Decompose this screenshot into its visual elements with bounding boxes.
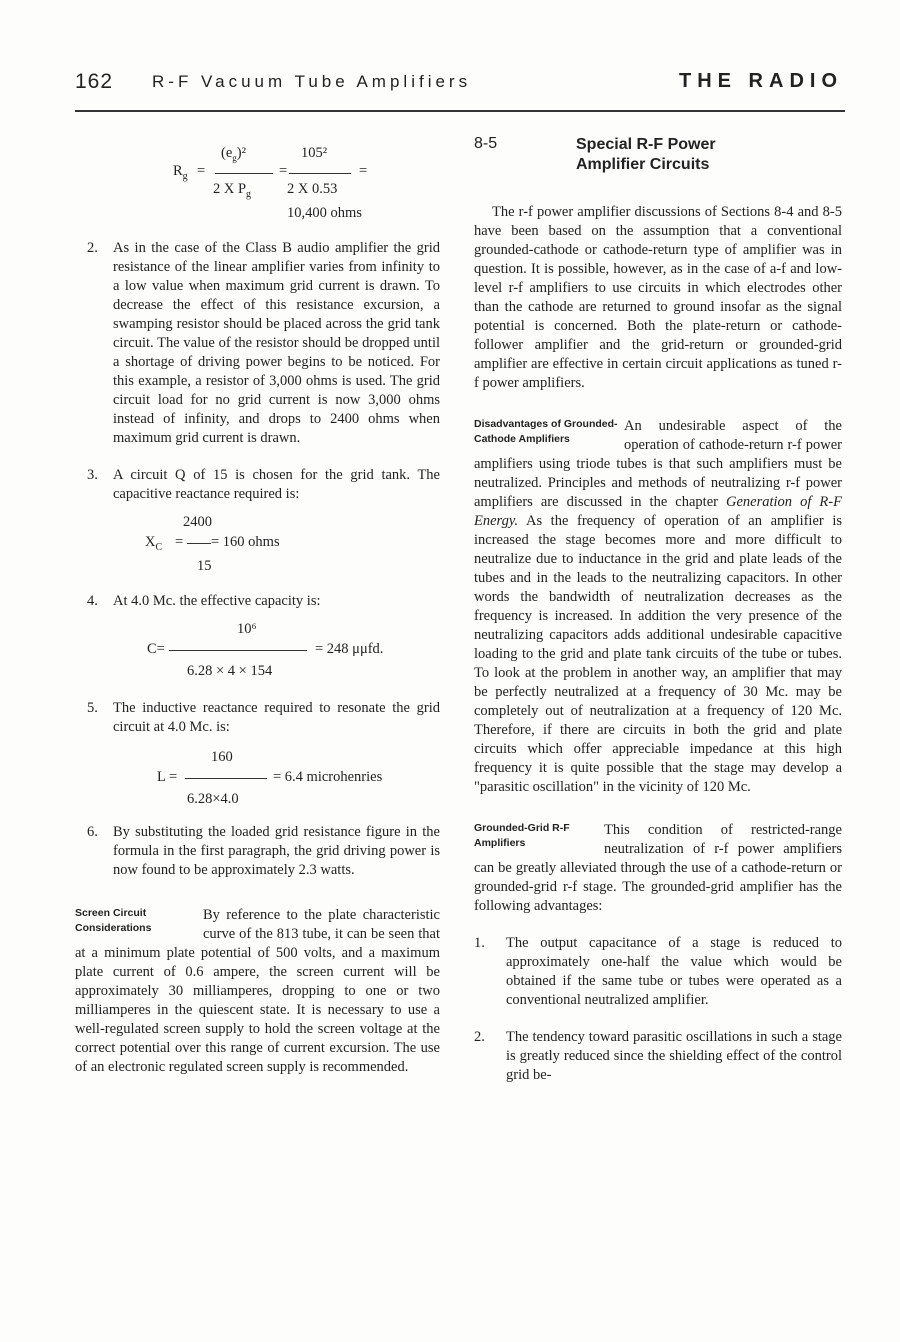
- list-item: [75, 239, 440, 448]
- formula-lhs: $R_g$: [173, 163, 188, 182]
- formula-result: 10,400 ohms: [287, 205, 362, 221]
- item-number: 6.: [87, 824, 98, 840]
- formula-result: = 6.4 microhenries: [273, 769, 383, 785]
- equals-sign: =: [175, 534, 184, 550]
- fraction-bar: [215, 173, 273, 174]
- list-item: [474, 934, 842, 1010]
- item-text: As in the case of the Class B audio amplifier the grid resistance of the linear amplifier varies from infinity to a low value when maximum grid current is drawn. To decrease the effect of this resistance excursion, a swamping resistor should be placed across the grid tank circuit. The value of the resistor should be dropped until a shortage of driving power begins to be noticed. For this example, a resistor of 3,000 ohms is used. The grid circuit load for no grid current is now 3,000 ohms instead of infinity, and drops to 2400 ohms when maximum grid current is drawn.: [113, 240, 440, 446]
- list-item: [474, 1028, 842, 1085]
- formula-denominator: 2 X 0.53: [287, 181, 338, 197]
- formula-numerator: 10⁶: [237, 621, 257, 637]
- section-title: Special R-F Power Amplifier Circuits: [576, 136, 716, 173]
- grounded-grid-section: [474, 821, 842, 916]
- list-item: [75, 699, 440, 737]
- formula-numerator: 2400: [183, 514, 212, 530]
- item-number: 4.: [87, 593, 98, 609]
- grid-resistance-formula: [75, 135, 440, 221]
- list-item: [75, 592, 440, 611]
- formula-numerator: $(e_g)^2$: [221, 145, 246, 163]
- fraction-bar: [289, 173, 351, 174]
- left-column: [75, 135, 440, 1077]
- screen-circuit-section: [75, 906, 440, 1077]
- item-number: 5.: [87, 700, 98, 716]
- formula-lhs: C=: [147, 641, 165, 657]
- side-heading: Grounded-Grid R-F Amplifiers: [474, 822, 570, 849]
- formula-lhs: L =: [157, 769, 178, 785]
- paragraph: The r-f power amplifier discussions of Sections 8-4 and 8-5 have been based on the assumption that a conventional grounded-cathode or cathode-return type of amplifier was in question. It is possible, however, as in the case of a-f and low-level r-f amplifiers to use circuits in which electrodes other than the cathode are returned to ground insofar as the signal potential is concerned. Both the plate-return or cathode-follower amplifier and the grid-return or grounded-grid amplifier are effective in certain circuit applications as tuned r-f power amplifiers.: [474, 204, 842, 391]
- formula-denominator: 2 X $P_g$: [213, 181, 252, 200]
- fraction-bar: [169, 650, 307, 651]
- paragraph: This condition of restricted-range neutralization of r-f power amplifiers can be greatly alleviated through the use of a cathode-return or grounded-grid r-f stage. The grounded-grid amplifier has the following advantages:: [474, 822, 842, 914]
- formula-denominator: 15: [197, 558, 212, 574]
- fraction-bar: [185, 778, 267, 779]
- equals-sign: =: [279, 163, 288, 179]
- effective-capacity-formula: [75, 621, 440, 687]
- formula-numerator: 160: [211, 749, 233, 765]
- item-number: 2.: [87, 240, 98, 256]
- item-number: 3.: [87, 467, 98, 483]
- item-text: The tendency toward parasitic oscillations in such a stage is greatly reduced since the shielding effect of the control grid be-: [506, 1029, 842, 1083]
- list-item: [75, 466, 440, 504]
- capacitive-reactance-formula: [75, 514, 440, 582]
- item-text: A circuit Q of 15 is chosen for the grid tank. The capacitive reactance required is:: [113, 467, 440, 502]
- section-number: 8-5: [474, 135, 498, 152]
- formula-result: = 160 ohms: [211, 534, 280, 550]
- page-header: [75, 70, 843, 100]
- formula-result: = 248 μμfd.: [315, 641, 384, 657]
- formula-lhs: $X_C$: [145, 534, 163, 553]
- fraction-bar: [187, 543, 211, 544]
- section-heading: [474, 135, 842, 185]
- disadvantages-section: [474, 417, 842, 797]
- formula-numerator: 105²: [301, 145, 328, 161]
- side-heading: Disadvantages of Grounded-Cathode Amplifiers: [474, 418, 618, 445]
- running-title: R-F Vacuum Tube Amplifiers: [152, 72, 472, 91]
- header-rule: [75, 110, 845, 112]
- page-number: 162: [75, 70, 114, 93]
- inductance-formula: [75, 749, 440, 815]
- item-text: The output capacitance of a stage is reduced to approximately one-half the value which would be obtained if the same tube or tubes were operated as a conventional neutralized amplifier.: [506, 935, 842, 1008]
- book-title: THE RADIO: [679, 70, 843, 92]
- equals-sign: =: [359, 163, 368, 179]
- item-number: 2.: [474, 1029, 485, 1045]
- item-text: The inductive reactance required to resonate the grid circuit at 4.0 Mc. is:: [113, 700, 440, 735]
- item-text: At 4.0 Mc. the effective capacity is:: [113, 593, 321, 609]
- paragraph: An undesirable aspect of the operation of cathode-return r-f power amplifiers using triode tubes is that such amplifiers must be neutralized. Principles and methods of neutralizing r-f power amplifiers are discussed in the chapter Generation of R-F Energy. As the frequency of operation of an amplifier is increased the stage becomes more and more difficult to neutralize due to inductance in the grid and plate leads of the tubes and in the leads to the neutralizing capacitors. In other words the bandwidth of neutralization decreases as the frequency is increased. In addition the very presence of the neutralizing capacitors adds additional undesirable capacitive loading to the grid and plate tank circuits of the tube or tubes. To look at the problem in another way, an amplifier that may be perfectly neutralized at a frequency of 30 Mc. may be completely out of neutralization at a frequency of 120 Mc. Therefore, if there are circuits in both the grid and plate circuits which offer appreciable impedance at this high frequency it is quite possible that the stage may develop a "parasitic oscillation" in the vicinity of 120 Mc.: [474, 418, 842, 795]
- equals-sign: =: [197, 163, 206, 179]
- formula-denominator: 6.28 × 4 × 154: [187, 663, 273, 679]
- right-column: [474, 135, 842, 1085]
- item-text: By substituting the loaded grid resistance figure in the formula in the first paragraph, the grid driving power is now found to be approximately 2.3 watts.: [113, 824, 440, 878]
- formula-denominator: 6.28×4.0: [187, 791, 239, 807]
- item-number: 1.: [474, 935, 485, 951]
- paragraph: By reference to the plate characteristic curve of the 813 tube, it can be seen that at a minimum plate potential of 500 volts, and a maximum plate current of 0.6 ampere, the screen current will be approximately 30 milliamperes, dropping to one or two milliamperes in the quiescent state. It is necessary to use a well-regulated screen supply to hold the screen voltage at the correct potential over this range of current excursion. The use of an electronic regulated screen supply is recommended.: [75, 907, 440, 1075]
- list-item: [75, 823, 440, 880]
- side-heading: Screen Circuit Considerations: [75, 907, 152, 934]
